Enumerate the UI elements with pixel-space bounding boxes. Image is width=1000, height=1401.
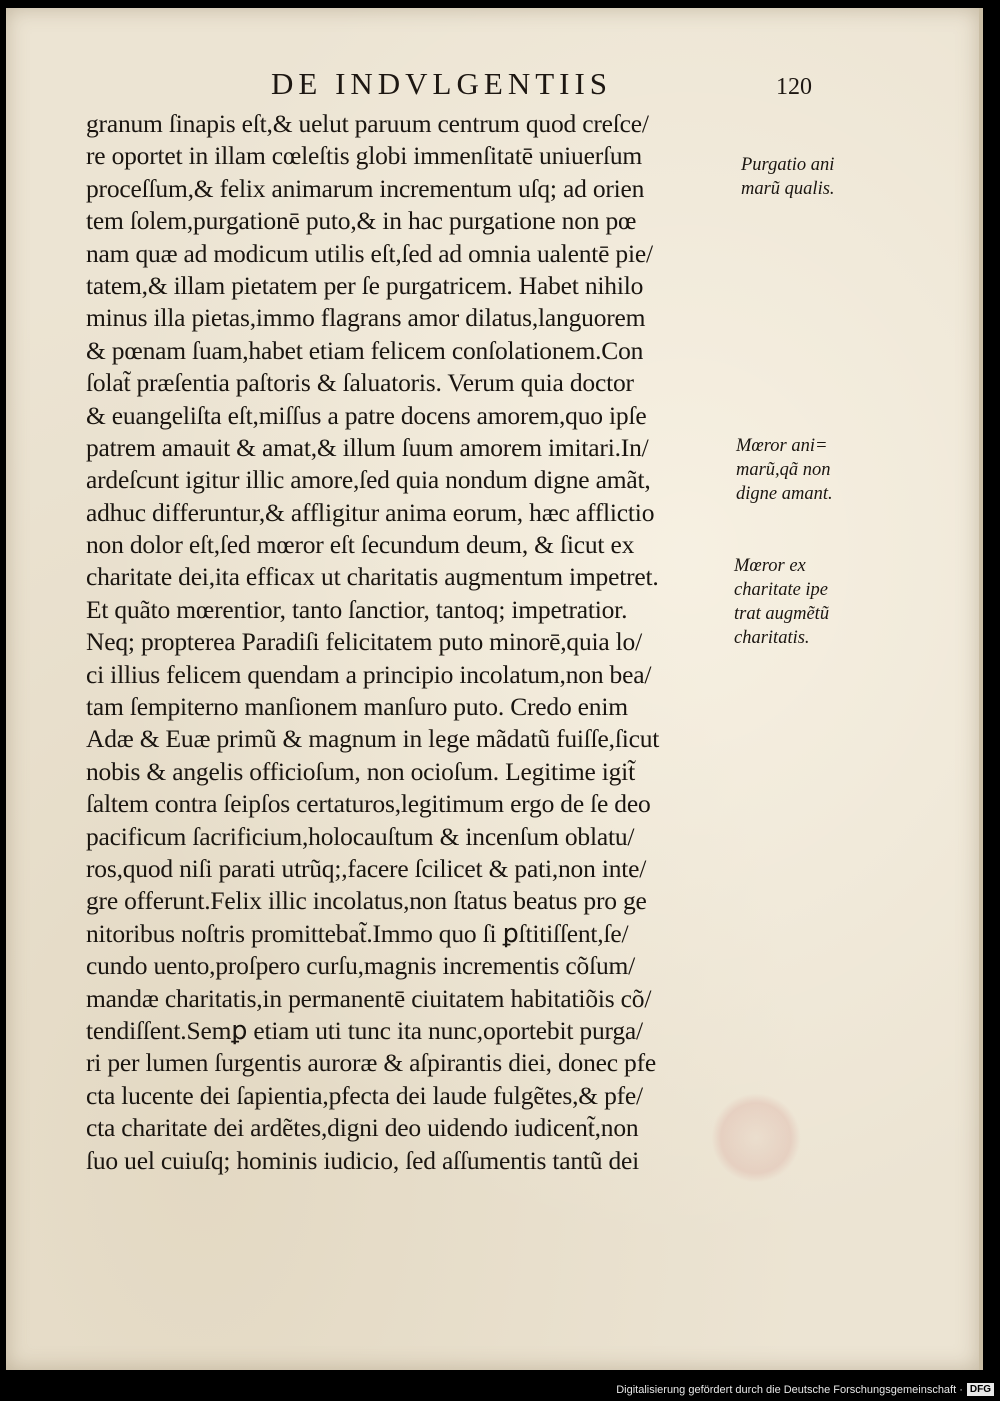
marginal-note-line: charitate ipe [734,580,829,600]
marginal-note-line: marũ,qã non [736,460,831,480]
main-text [86,108,746,1177]
text-line: & pœnam ſuam,habet etiam felicem conſolationem.Con [86,335,644,365]
text-line: tam ſempiterno manſionem manſuro puto. Credo enim [86,692,628,722]
text-line: patrem amauit & amat,& illum ſuum amorem imitari.In/ [86,432,649,462]
text-line: Adæ & Euæ primũ & magnum in lege mãdatũ fuiſſe,ſicut [86,724,660,754]
text-line: nitoribus noſtris promittebat̃.Immo quo ſi ꝑſtitiſſent,ſe/ [86,918,629,948]
text-line: non dolor eſt,ſed mœror eſt ſecundum deum, & ſicut ex [86,530,635,560]
credit-text: Digitalisierung gefördert durch die Deutsche Forschungsgemeinschaft · [616,1383,963,1396]
running-head: DE INDVLGENTIIS [271,66,613,101]
text-line: tem ſolem,purgationē puto,& in hac purgatione non pœ [86,206,637,236]
text-line: cundo uento,proſpero curſu,magnis incrementis cõſum/ [86,951,636,981]
text-line: & euangeliſta eſt,miſſus a patre docens amorem,quo ipſe [86,400,647,430]
digitization-credit [616,1383,994,1396]
text-line: minus illa pietas,immo flagrans amor dilatus,languorem [86,303,646,333]
text-line: mandæ charitatis,in permanentē ciuitatem habitatiõis cõ/ [86,983,652,1013]
text-line: nobis & angelis officioſum, non ocioſum. Legitime igit̃ [86,756,635,786]
text-line: ſuo uel cuiuſq; hominis iudicio, ſed aſſumentis tantũ dei [86,1145,640,1175]
dfg-logo: DFG [967,1383,994,1396]
text-line: Et quãto mœrentior, tanto ſanctior, tantoq; impetratior. [86,594,628,624]
text-line: granum ſinapis eſt,& uelut paruum centrum quod creſce/ [86,109,649,138]
text-line: ſolat̃ præſentia paſtoris & ſaluatoris. Verum quia doctor [86,368,634,398]
text-line: ci illius felicem quendam a principio incolatum,non bea/ [86,659,652,689]
marginal-note-line: Mœror ex [734,556,806,576]
text-line: re oportet in illam cœleſtis globi immenſitatē uniuerſum [86,141,643,171]
marginal-note-line: trat augmẽtũ [734,604,830,624]
text-line: proceſſum,& felix animarum incrementum uſq; ad orien [86,173,645,203]
text-line: ſaltem contra ſeipſos certaturos,legitimum ergo de ſe deo [86,789,651,819]
text-line: ri per lumen ſurgentis auroræ & aſpirantis diei, donec pfe [86,1048,657,1078]
marginal-note-line: charitatis. [734,628,810,648]
text-line: cta charitate dei ardẽtes,digni deo uidendo iudicent̃,non [86,1113,639,1143]
text-line: Neq; propterea Paradiſi felicitatem puto minorē,quia lo/ [86,627,642,657]
marginal-note-moeror-1 [736,434,833,506]
text-line: ardeſcunt igitur illic amore,ſed quia nondum digne amãt, [86,465,651,495]
text-line: nam quæ ad modicum utilis eſt,ſed ad omnia ualentē pie/ [86,238,653,268]
marginal-note-moeror-2 [734,554,829,650]
text-line: adhuc differuntur,& affligitur anima eorum, hæc afflictio [86,497,655,527]
text-line: tendiſſent.Semꝑ etiam uti tunc ita nunc,oportebit purga/ [86,1015,643,1045]
marginal-note-line: Purgatio ani [741,155,835,175]
text-line: charitate dei,ita efficax ut charitatis augmentum impetret. [86,562,659,592]
marginal-note-line: digne amant. [736,484,833,504]
text-line: pacificum ſacrificium,holocauſtum & incenſum oblatu/ [86,821,635,851]
marginal-note-line: Mœror ani= [736,436,828,456]
text-line: tatem,& illam pietatem per ſe purgatricem. Habet nihilo [86,270,644,300]
text-line: cta lucente dei ſapientia,pfecta dei laude fulgẽtes,& pfe/ [86,1080,643,1110]
folio-number: 120 [776,74,812,100]
book-page [6,8,983,1370]
text-line: ros,quod niſi parati utrũq;,facere ſcilicet & pati,non inte/ [86,853,647,883]
text-line: gre offerunt.Felix illic incolatus,non ſtatus beatus pro ge [86,886,647,916]
marginal-note-line: marũ qualis. [741,179,835,199]
marginal-note-purgatio [741,153,835,201]
